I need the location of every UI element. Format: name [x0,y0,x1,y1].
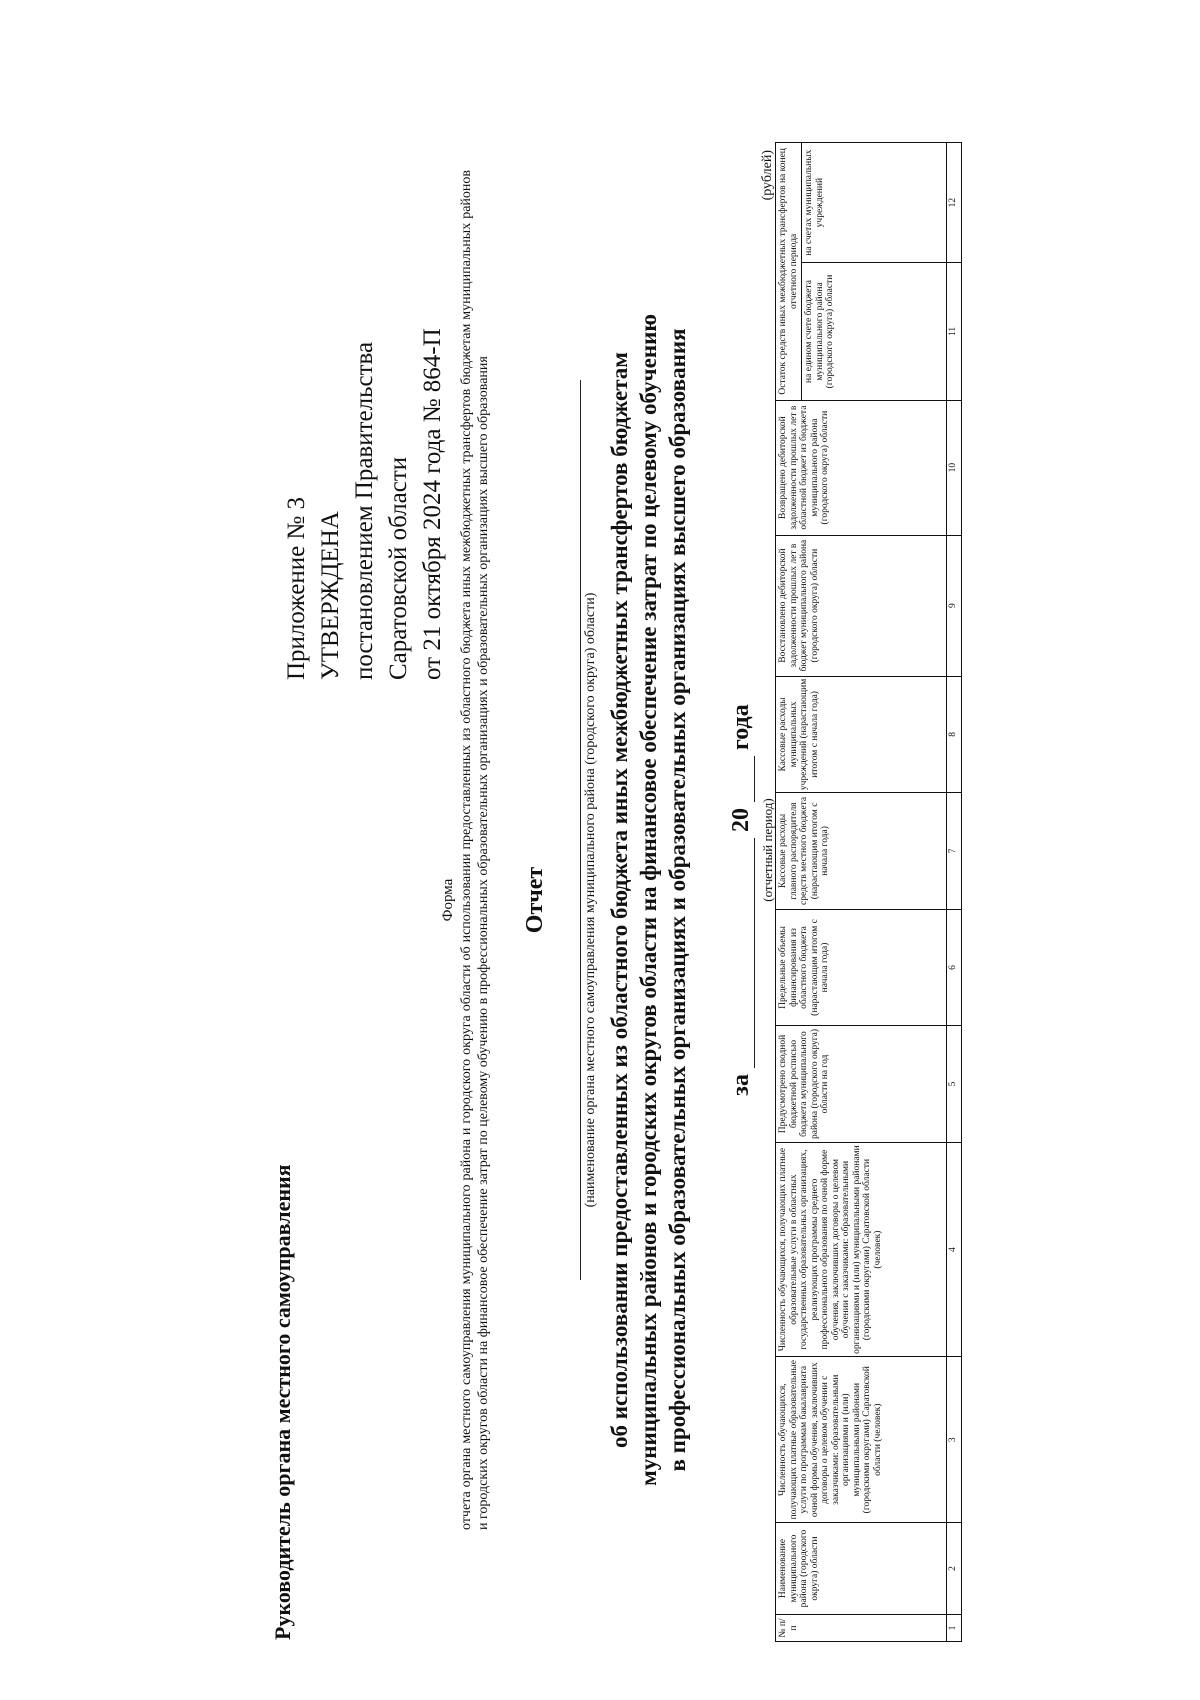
subject-line: в профессиональных образовательных организациях и образовательных организациях высшего образования [665,328,690,1472]
column-number: 4 [947,1142,962,1357]
resolution-date: от 21 октября 2024 года № 864-П [419,328,446,680]
region-line: Саратовской области [385,456,412,680]
column-number: 8 [947,676,962,793]
header-cell: Восстановлено дебиторской задолженности прошлых лет в бюджет муниципального района (городского округа) области [776,535,947,676]
column-number: 7 [947,793,962,910]
header-cell: Возвращено дебиторской задолженности прошлых лет в областной бюджет из бюджета муниципального района (городского округа) области [776,400,947,535]
year-field[interactable] [728,756,755,802]
approved-label: УТВЕРЖДЕНА [317,511,344,680]
column-number: 6 [947,909,962,1026]
table-header-row [776,143,802,1642]
column-number: 1 [947,1615,962,1642]
header-cell: Кассовые расходы муниципальных учреждений (нарастающим итогом с начала года) [776,676,947,793]
column-number: 10 [947,400,962,535]
period-field[interactable] [728,838,755,1068]
period-year: 20 [728,808,754,833]
appendix-number: Приложение № 3 [283,496,310,680]
header-cell: № п/п [776,1615,947,1642]
org-name-caption: (наименование органа местного самоуправления муниципального района (городского округа) области) [583,592,598,1208]
header-cell: Предельные объемы финансирования из областного бюджета (нарастающим итогом с начала года) [776,909,947,1026]
column-number: 12 [947,143,962,263]
period-line [728,100,755,1700]
subject-line: муниципальных районов и городских округов области на финансовое обеспечение затрат по целевому обучению [636,314,661,1486]
period-suffix: года [728,704,754,751]
report-subject [605,140,692,1660]
header-cell: Остаток средств иных межбюджетных трансфертов на конец отчетного периода [776,143,802,401]
column-number: 3 [947,1357,962,1523]
period-prefix: за [728,1074,754,1096]
document-page [270,100,958,1700]
org-name-field[interactable] [580,380,581,1280]
header-cell: на едином счете бюджета муниципального района (городского округа) области [802,263,947,400]
form-description: отчета органа местного самоуправления муниципального района и городского округа области об использовании предоставленных из областного бюджета иных межбюджетных трансфертов бюджетам муниципальных районов и городских округов области на финансовое обеспечение затрат по целевому обучению в профессиональных образовательных организациях и образовательных организациях высшего образования [459,170,491,1530]
header-cell: Численность обучающихся, получающих платные образовательные услуги в областных государственных образовательных организациях, реализующих программы среднего профессионального образования по очной форме обучения, заключивших договоры о целевом обучении с заказчиками: образовательными организациями и (или) муниципальными районами (городскими округами) Саратовской области (человек) [776,1142,947,1357]
report-table [775,142,962,1642]
column-number-row [947,143,962,1642]
report-title: Отчет [522,866,548,934]
resolution-line: постановлением Правительства [351,341,378,680]
header-cell: Наименование муниципального района (городского округа) области [776,1523,947,1615]
approval-block [280,140,450,680]
period-caption: (отчетный период) [760,798,775,902]
column-number: 9 [947,535,962,676]
subject-line: об использовании предоставленных из областного бюджета иных межбюджетных трансфертов бюджетам [607,352,632,1448]
column-number: 11 [947,263,962,400]
header-cell: Численность обучающихся, получающих платные образовательные услуги по программам бакалавриата очной формы обучения, заключивших договоры о целевом обучении с заказчиками: образовательными организациями и (или) муниципальными районами (городскими округами) Саратовской области (человек) [776,1357,947,1523]
form-label: Форма [440,878,456,922]
header-cell: Предусмотрено сводной бюджетной росписью бюджета муниципального района (городского округа) области на год [776,1026,947,1143]
head-label-line1: Руководитель органа местного самоуправления [270,1164,295,1640]
column-number: 2 [947,1523,962,1615]
header-cell: на счетах муниципальных учреждений [802,143,947,263]
column-number: 5 [947,1026,962,1143]
units-label: (рублей) [760,150,775,201]
header-cell: Кассовые расходы главного распорядителя средств местного бюджета (нарастающим итогом с начала года) [776,793,947,910]
